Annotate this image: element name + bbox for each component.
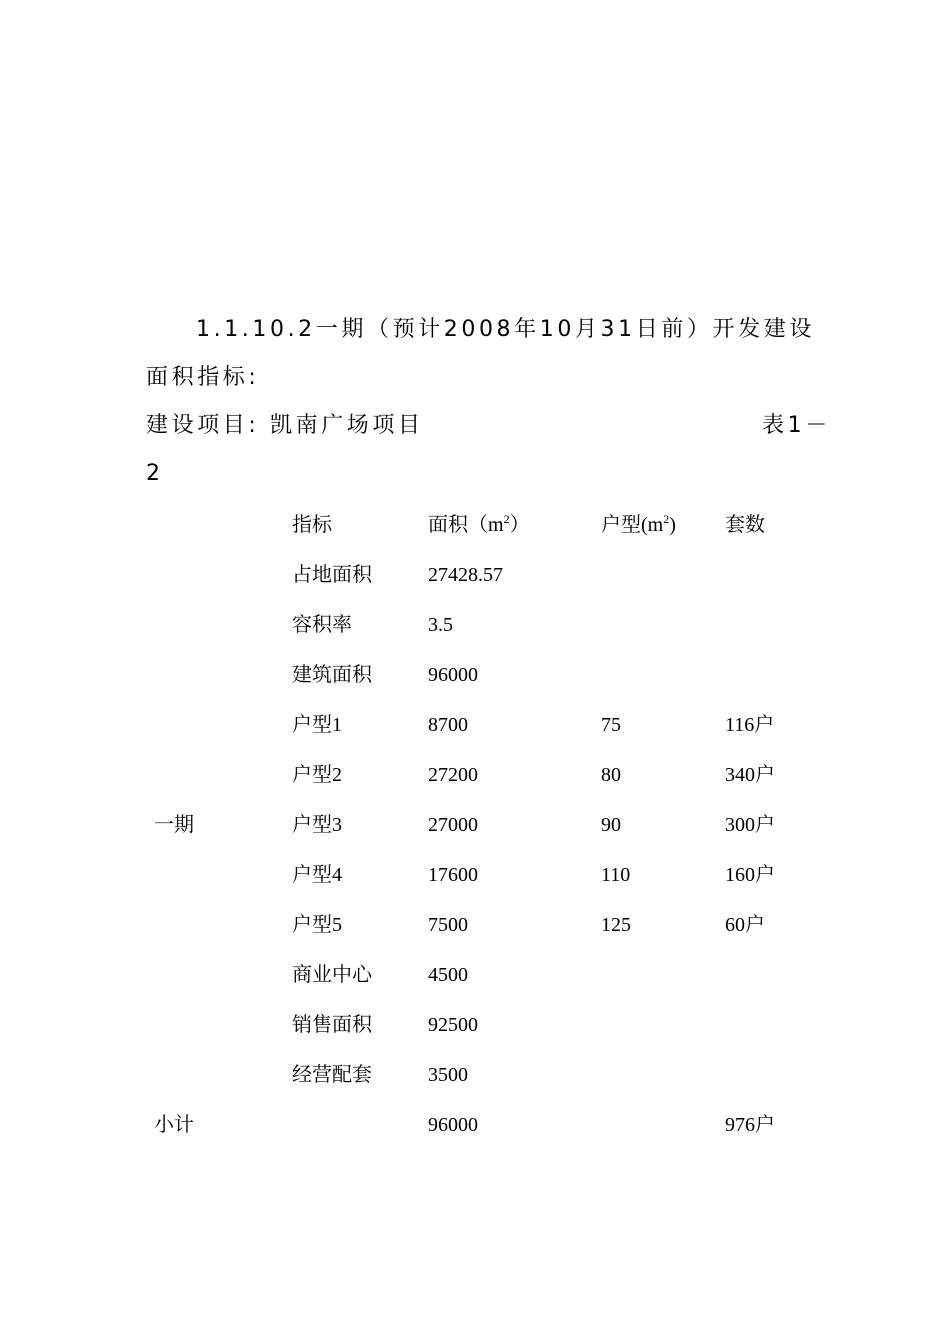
count-cell: 60户 xyxy=(725,914,765,936)
table-row xyxy=(0,550,950,600)
area-indicator-table xyxy=(0,500,950,1150)
table-number-continued: 2 xyxy=(146,461,164,486)
table-row xyxy=(0,750,950,800)
area-cell: 96000 xyxy=(428,1114,478,1136)
indicator-cell: 户型5 xyxy=(292,914,342,936)
area-cell: 96000 xyxy=(428,664,478,686)
table-row xyxy=(0,950,950,1000)
table-row xyxy=(0,900,950,950)
project-line xyxy=(146,402,836,498)
area-cell: 4500 xyxy=(428,964,468,986)
indicator-cell: 户型4 xyxy=(292,864,342,886)
area-cell: 27000 xyxy=(428,814,478,836)
count-cell: 300户 xyxy=(725,814,775,836)
area-cell: 3.5 xyxy=(428,614,453,636)
area-cell: 3500 xyxy=(428,1064,468,1086)
area-cell: 27428.57 xyxy=(428,564,503,586)
table-row xyxy=(0,650,950,700)
area-cell: 17600 xyxy=(428,864,478,886)
table-row xyxy=(0,600,950,650)
table-row xyxy=(0,1000,950,1050)
section-heading: 1.1.10.2一期（预计2008年10月31日前）开发建设面积指标: xyxy=(146,317,815,390)
table-row xyxy=(0,850,950,900)
header-count: 套数 xyxy=(725,514,765,536)
count-cell: 976户 xyxy=(725,1114,775,1136)
header-area: 面积$(m^2)$ xyxy=(428,512,530,536)
indicator-cell: 经营配套 xyxy=(292,1064,372,1086)
indicator-cell: 户型2 xyxy=(292,764,342,786)
unit-type-cell: 80 xyxy=(601,764,621,786)
indicator-cell: 户型3 xyxy=(292,814,342,836)
table-body xyxy=(0,550,950,1150)
area-cell: 92500 xyxy=(428,1014,478,1036)
count-cell: 116户 xyxy=(725,714,775,736)
count-cell: 340户 xyxy=(725,764,775,786)
unit-type-cell: 125 xyxy=(601,914,631,936)
table-row xyxy=(0,1050,950,1100)
header-indicator: 指标 xyxy=(292,514,332,536)
table-number: 表1－ xyxy=(762,413,831,438)
table-header-row xyxy=(0,500,950,550)
unit-type-cell: 90 xyxy=(601,814,621,836)
table-row xyxy=(0,1100,950,1150)
unit-type-cell: 110 xyxy=(601,864,631,886)
area-cell: 27200 xyxy=(428,764,478,786)
table-row xyxy=(0,800,950,850)
project-label: 建设项目: 凯南广场项目 xyxy=(146,413,424,438)
unit-type-cell: 75 xyxy=(601,714,621,736)
indicator-cell: 商业中心 xyxy=(292,964,372,986)
indicator-cell: 建筑面积 xyxy=(292,664,372,686)
phase-cell: 一期 xyxy=(154,814,194,836)
table-row xyxy=(0,700,950,750)
count-cell: 160户 xyxy=(725,864,775,886)
area-cell: 8700 xyxy=(428,714,468,736)
area-cell: 7500 xyxy=(428,914,468,936)
indicator-cell: 销售面积 xyxy=(292,1014,372,1036)
phase-cell: 小计 xyxy=(154,1114,194,1136)
indicator-cell: 户型1 xyxy=(292,714,342,736)
indicator-cell: 容积率 xyxy=(292,614,352,636)
indicator-cell: 占地面积 xyxy=(292,564,372,586)
header-unit-type: 户型$(m^2)$ xyxy=(601,512,676,536)
